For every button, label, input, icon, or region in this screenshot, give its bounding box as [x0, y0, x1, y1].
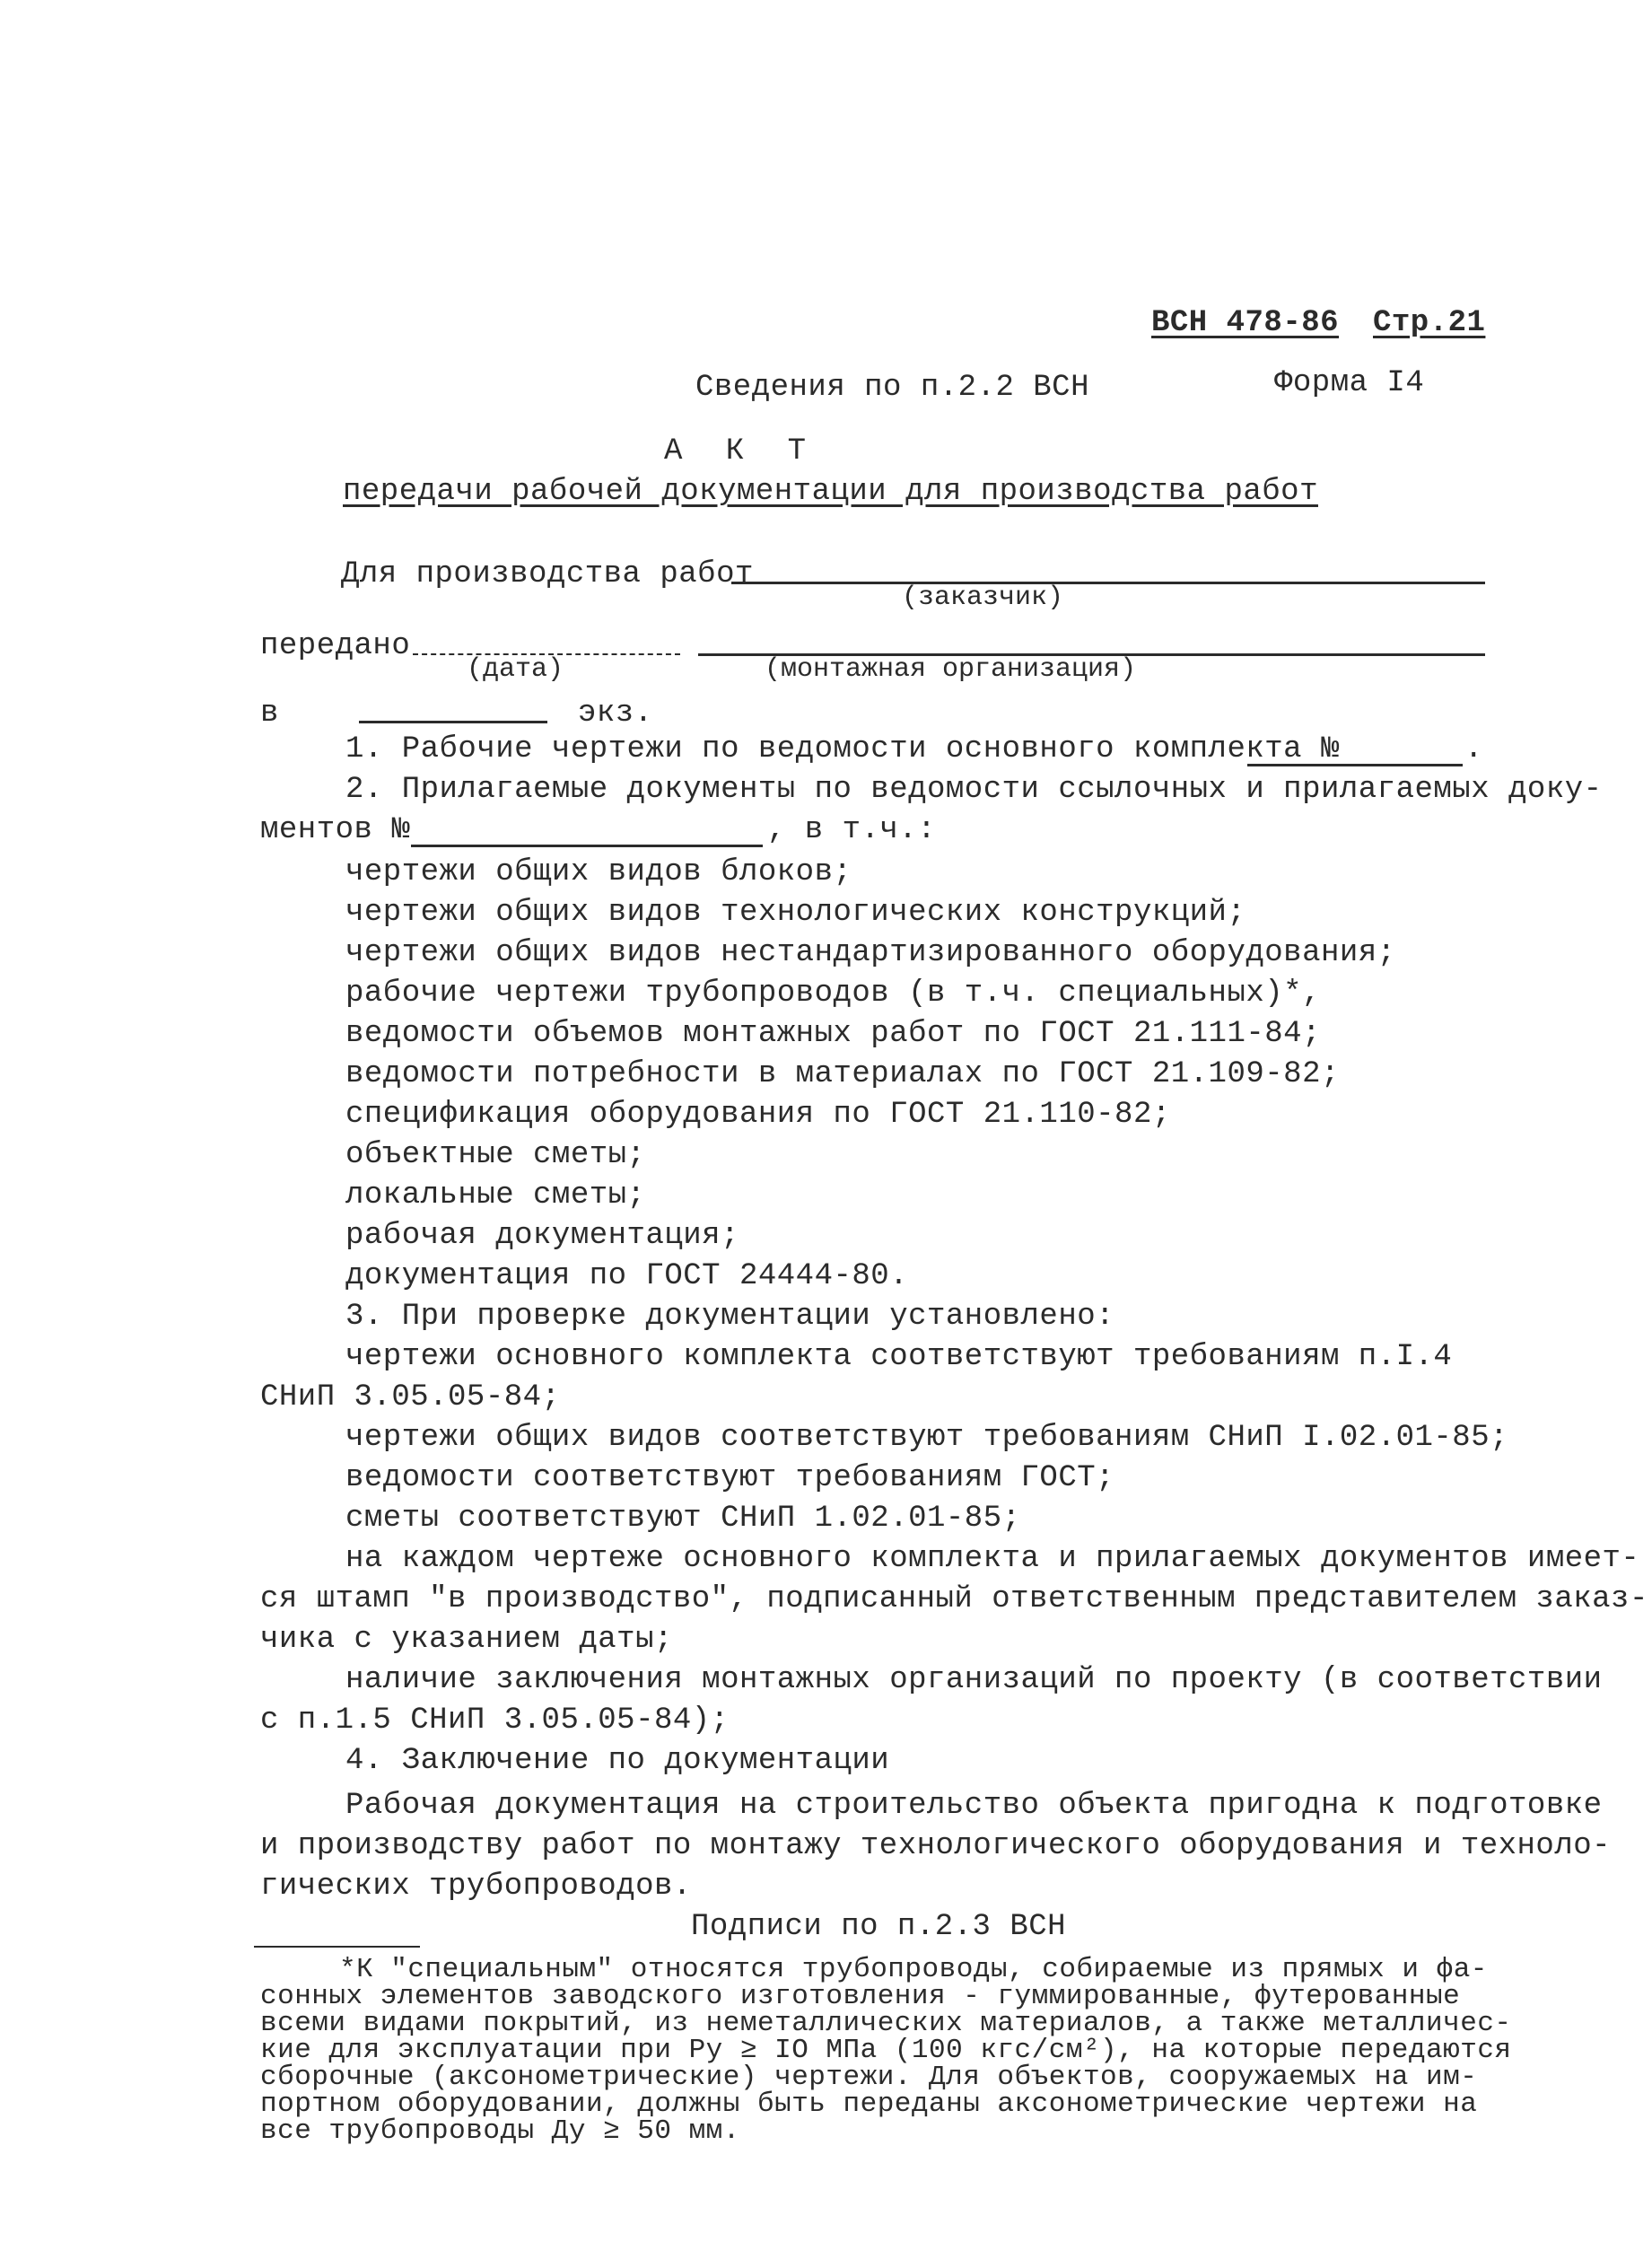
customer-caption: (заказчик)	[902, 582, 1064, 613]
form-number: Форма I4	[1274, 366, 1425, 400]
footnote-line: портном оборудовании, должны быть переданы аксонометрические чертежи на	[260, 2088, 1478, 2120]
item-3-e-line-2: ся штамп "в производство", подписанный ответственным представителем заказ-	[260, 1582, 1648, 1616]
footnote-line: всеми видами покрытий, из неметаллических материалов, а также металличес-	[260, 2008, 1512, 2039]
item-3-b: чертежи общих видов соответствуют требованиям СНиП I.02.01-85;	[345, 1421, 1509, 1455]
info-reference: Сведения по п.2.2 ВСН	[695, 371, 1089, 405]
item-3-a-line-2: СНиП 3.05.05-84;	[260, 1380, 561, 1414]
list-item: документация по ГОСТ 24444-80.	[345, 1259, 909, 1293]
item-3-e-line-3: чика с указанием даты;	[260, 1623, 673, 1657]
list-item: спецификация оборудования по ГОСТ 21.110-82;	[345, 1098, 1171, 1132]
list-item: рабочие чертежи трубопроводов (в т.ч. специальных)*,	[345, 976, 1321, 1011]
transferred-label: передано	[260, 629, 411, 663]
signatures-reference: Подписи по п.2.3 ВСН	[691, 1910, 1067, 1944]
item-3: 3. При проверке документации установлено:	[345, 1300, 1115, 1334]
list-item: чертежи общих видов технологических конструкций;	[345, 896, 1246, 930]
list-item: чертежи общих видов блоков;	[345, 855, 852, 889]
footnote-line: *К "специальным" относятся трубопроводы, собираемые из прямых и фа-	[339, 1954, 1488, 1985]
item-2-line	[411, 845, 763, 847]
item-4: 4. Заключение по документации	[345, 1744, 890, 1778]
item-4-line-3: гических трубопроводов.	[260, 1870, 692, 1904]
list-item: рабочая документация;	[345, 1219, 739, 1253]
item-2-line-1: 2. Прилагаемые документы по ведомости ссылочных и прилагаемых доку-	[345, 773, 1603, 807]
for-production-label: Для производства работ	[341, 557, 754, 591]
list-item: локальные сметы;	[345, 1178, 646, 1213]
footnote-line: все трубопроводы Ду ≥ 50 мм.	[260, 2115, 740, 2147]
copies-label: экз.	[578, 696, 653, 731]
act-subtitle: передачи рабочей документации для производства работ	[343, 475, 1318, 509]
item-3-f-line-2: с п.1.5 СНиП 3.05.05-84);	[260, 1703, 730, 1738]
list-item: чертежи общих видов нестандартизированного оборудования;	[345, 936, 1396, 970]
act-title: А К Т	[664, 434, 819, 468]
item-1: 1. Рабочие чертежи по ведомости основного комплекта №	[345, 732, 1340, 766]
item-3-f-line-1: наличие заключения монтажных организаций по проекту (в соответствии	[345, 1663, 1603, 1697]
footnote-line: сборочные (аксонометрические) чертежи. Для объектов, сооружаемых на им-	[260, 2062, 1478, 2093]
item-2-line-2b: , в т.ч.:	[767, 813, 937, 847]
item-3-e-line-1: на каждом чертеже основного комплекта и прилагаемых документов имеет-	[345, 1542, 1640, 1576]
list-item: ведомости объемов монтажных работ по ГОСТ 21.111-84;	[345, 1017, 1321, 1051]
item-4-line-1: Рабочая документация на строительство объекта пригодна к подготовке	[345, 1789, 1603, 1823]
item-3-c: ведомости соответствуют требованиям ГОСТ;	[345, 1461, 1115, 1495]
item-3-a-line-1: чертежи основного комплекта соответствуют требованиям п.I.4	[345, 1340, 1453, 1374]
list-item: ведомости потребности в материалах по ГОСТ 21.109-82;	[345, 1057, 1340, 1091]
footnote-line: кие для эксплуатации при Ру ≥ IO МПа (100 кгс/см²), на которые передаются	[260, 2035, 1512, 2066]
item-1-line	[1247, 764, 1463, 766]
org-caption: (монтажная организация)	[765, 654, 1137, 685]
customer-line	[731, 582, 1485, 584]
item-2-line-2a: ментов №	[260, 813, 411, 847]
item-1-end: .	[1464, 732, 1483, 766]
item-4-line-2: и производству работ по монтажу технологического оборудования и техноло-	[260, 1829, 1612, 1863]
footnote-line: сонных элементов заводского изготовления - гуммированные, футерованные	[260, 1981, 1461, 2012]
footnote-separator	[254, 1946, 420, 1948]
in-label: в	[260, 696, 279, 731]
doc-code: ВСН 478-86	[1151, 306, 1340, 340]
page-number: Стр.21	[1373, 306, 1486, 340]
list-item: объектные сметы;	[345, 1138, 646, 1172]
copies-line	[359, 721, 547, 723]
item-3-d: сметы соответствуют СНиП 1.02.01-85;	[345, 1502, 1021, 1536]
date-caption: (дата)	[467, 654, 564, 685]
